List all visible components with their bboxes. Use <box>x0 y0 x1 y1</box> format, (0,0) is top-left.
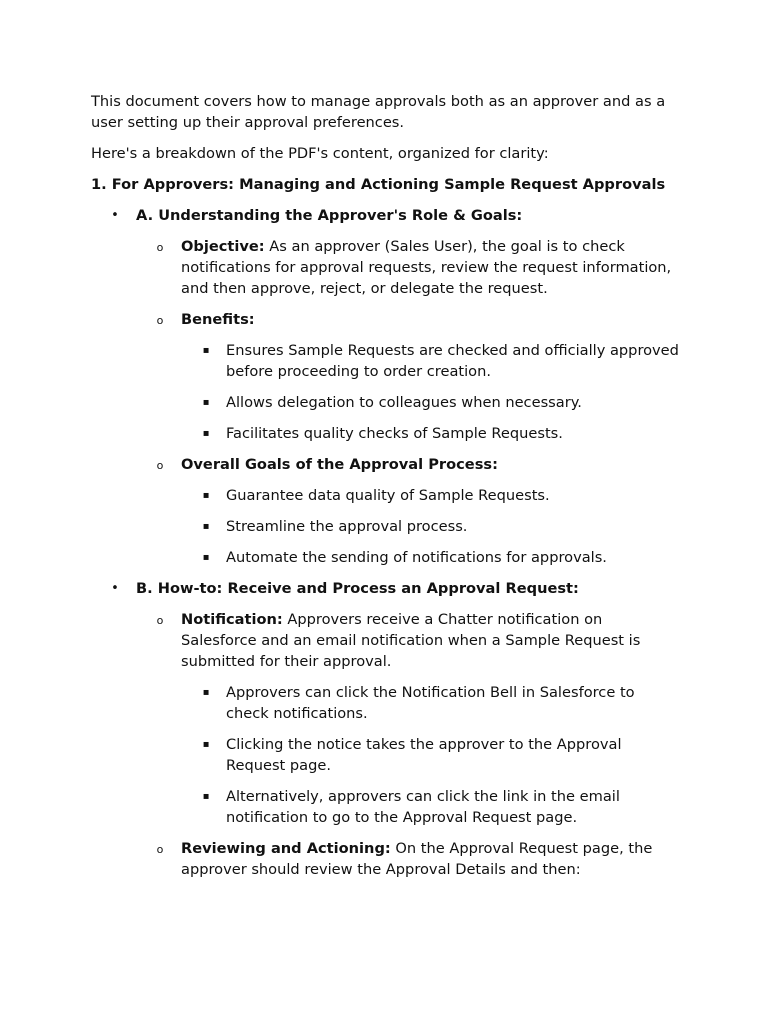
circle-marker: o <box>156 314 164 327</box>
circle-marker: o <box>156 614 164 627</box>
review-item <box>91 838 681 880</box>
goal-text: Guarantee data quality of Sample Requests. <box>226 487 550 504</box>
goals-item <box>91 454 681 475</box>
benefit-item <box>91 392 681 413</box>
benefit-text: Allows delegation to colleagues when necessary. <box>226 394 582 411</box>
square-marker: ▪ <box>202 687 210 698</box>
goal-text: Streamline the approval process. <box>226 518 468 535</box>
benefit-item <box>91 340 681 382</box>
notification-item <box>91 609 681 672</box>
bullet-marker: • <box>111 208 119 223</box>
goal-item <box>91 547 681 568</box>
square-marker: ▪ <box>202 791 210 802</box>
goal-item <box>91 485 681 506</box>
section-1-heading: 1. For Approvers: Managing and Actioning Sample Request Approvals <box>91 176 666 193</box>
objective-label: Objective: <box>181 238 265 255</box>
section-b-title: B. How-to: Receive and Process an Approval Request: <box>136 580 579 597</box>
section-b <box>91 578 681 599</box>
notification-subitem <box>91 734 681 776</box>
review-text: On the Approval Request page, the approver should review the Approval Details and then: <box>181 840 653 878</box>
square-marker: ▪ <box>202 739 210 750</box>
notification-subitem <box>91 682 681 724</box>
review-label: Reviewing and Actioning: <box>181 840 391 857</box>
notification-label: Notification: <box>181 611 283 628</box>
circle-marker: o <box>156 843 164 856</box>
bullet-marker: • <box>111 581 119 596</box>
document-page <box>91 91 681 890</box>
square-marker: ▪ <box>202 490 210 501</box>
benefits-item <box>91 309 681 330</box>
notification-subitem <box>91 786 681 828</box>
section-a-title: A. Understanding the Approver's Role & Goals: <box>136 207 523 224</box>
benefits-label: Benefits: <box>181 311 255 328</box>
goal-text: Automate the sending of notifications for approvals. <box>226 549 607 566</box>
square-marker: ▪ <box>202 345 210 356</box>
notification-subitem-text: Clicking the notice takes the approver to the Approval Request page. <box>226 736 622 774</box>
square-marker: ▪ <box>202 521 210 532</box>
goal-item <box>91 516 681 537</box>
benefit-text: Ensures Sample Requests are checked and officially approved before proceeding to order creation. <box>226 342 679 380</box>
circle-marker: o <box>156 459 164 472</box>
section-a <box>91 205 681 226</box>
notification-text: Approvers receive a Chatter notification on Salesforce and an email notification when a Sample Request is submitted for their approval. <box>181 611 641 670</box>
circle-marker: o <box>156 241 164 254</box>
square-marker: ▪ <box>202 552 210 563</box>
benefit-text: Facilitates quality checks of Sample Requests. <box>226 425 563 442</box>
objective-text: As an approver (Sales User), the goal is to check notifications for approval requests, review the request information, and then approve, reject, or delegate the request. <box>181 238 672 297</box>
section-1-list <box>91 205 681 880</box>
notification-subitem-text: Approvers can click the Notification Bell in Salesforce to check notifications. <box>226 684 635 722</box>
square-marker: ▪ <box>202 428 210 439</box>
goals-label: Overall Goals of the Approval Process: <box>181 456 498 473</box>
intro-breakdown: Here's a breakdown of the PDF's content, organized for clarity: <box>91 145 549 162</box>
objective-item <box>91 236 681 299</box>
notification-subitem-text: Alternatively, approvers can click the link in the email notification to go to the Approval Request page. <box>226 788 620 826</box>
intro-paragraph: This document covers how to manage approvals both as an approver and as a user setting up their approval preferences. <box>91 93 666 131</box>
benefit-item <box>91 423 681 444</box>
square-marker: ▪ <box>202 397 210 408</box>
